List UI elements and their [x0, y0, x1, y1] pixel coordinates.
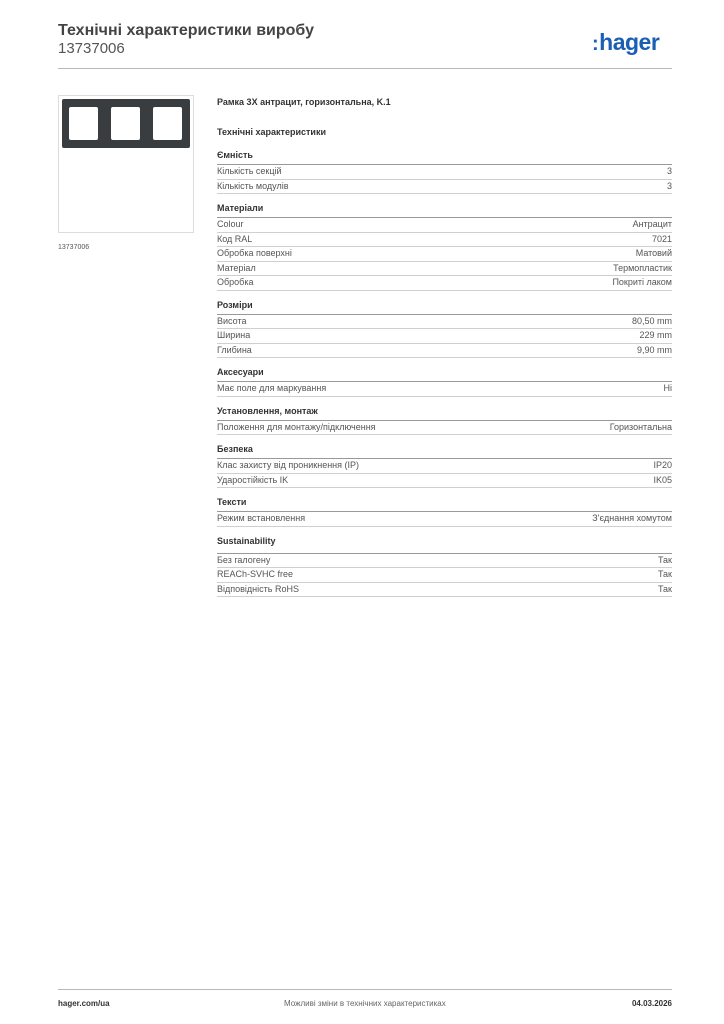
footer-disclaimer: Можливі зміни в технічних характеристиках: [284, 999, 446, 1008]
footer-divider: [58, 989, 672, 990]
frame-cell: [69, 107, 98, 140]
group-title-capacity: Ємність: [217, 150, 672, 165]
spec-label: Код RAL: [217, 233, 253, 244]
spec-value: Так: [657, 554, 672, 565]
spec-label: Обробка поверхні: [217, 248, 292, 258]
spec-row: [217, 233, 672, 248]
spec-row: [217, 247, 672, 262]
spec-row: [217, 583, 672, 598]
spec-value: Горизонтальна: [609, 421, 672, 432]
spec-value: З'єднання хомутом: [592, 513, 672, 523]
spec-value: Так: [657, 583, 672, 594]
group-title-safety: Безпека: [217, 444, 672, 459]
spec-value: Термопластик: [613, 262, 672, 273]
spec-row: [217, 315, 672, 330]
spec-value: Антрацит: [632, 219, 672, 229]
spec-label: Без галогену: [217, 554, 271, 565]
spec-label: Матеріал: [217, 262, 256, 273]
spec-section-title: Технічні характеристики: [217, 127, 326, 137]
product-name: Рамка 3Х антрацит, горизонтальна, K.1: [217, 97, 391, 107]
group-title-sustainability: Sustainability: [217, 536, 672, 554]
spec-label: Кількість секцій: [217, 166, 282, 176]
group-title-materials: Матеріали: [217, 203, 672, 218]
frame-3x-icon: [62, 99, 190, 148]
spec-label: Ширина: [217, 330, 251, 340]
spec-value: 3: [666, 180, 672, 191]
spec-row: [217, 382, 672, 397]
spec-content: [217, 97, 672, 597]
header-divider: [58, 68, 672, 69]
spec-row: [217, 512, 672, 527]
spec-row: [217, 554, 672, 569]
spec-value: 229 mm: [639, 330, 672, 340]
logo-colon-icon: :: [592, 33, 599, 55]
spec-label: Colour: [217, 219, 244, 229]
spec-value: 7021: [651, 233, 672, 244]
spec-row: [217, 344, 672, 359]
spec-value: Покриті лаком: [612, 277, 672, 287]
spec-label: Клас захисту від проникнення (IP): [217, 460, 360, 470]
image-caption: 13737006: [58, 244, 90, 251]
spec-value: Ні: [663, 383, 672, 393]
group-title-installation: Установлення, монтаж: [217, 406, 672, 421]
frame-cell: [153, 107, 182, 140]
spec-row: [217, 459, 672, 474]
spec-row: [217, 218, 672, 233]
group-title-texts: Тексти: [217, 497, 672, 512]
spec-label: Режим встановлення: [217, 513, 306, 523]
product-code: 13737006: [58, 40, 125, 57]
spec-row: [217, 421, 672, 436]
spec-value: 3: [666, 166, 672, 176]
group-title-dimensions: Розміри: [217, 300, 672, 315]
logo-text: hager: [599, 29, 660, 55]
spec-row: [217, 165, 672, 180]
spec-row: [217, 262, 672, 277]
spec-label: Має поле для маркування: [217, 383, 327, 393]
spec-value: Так: [657, 569, 672, 579]
spec-row: [217, 276, 672, 291]
hager-logo[interactable]: [592, 29, 659, 56]
spec-value: 80,50 mm: [631, 315, 672, 326]
footer-date: 04.03.2026: [631, 999, 672, 1008]
spec-row: [217, 180, 672, 195]
frame-cell: [111, 107, 140, 140]
spec-row: [217, 474, 672, 489]
spec-label: Глибина: [217, 344, 252, 355]
product-image: [58, 95, 194, 233]
spec-label: Положення для монтажу/підключення: [217, 421, 376, 432]
spec-value: 9,90 mm: [636, 344, 672, 355]
spec-value: Матовий: [635, 248, 672, 258]
spec-label: Обробка: [217, 277, 254, 287]
group-title-accessories: Аксесуари: [217, 367, 672, 382]
spec-value: IP20: [653, 460, 672, 470]
spec-label: Висота: [217, 315, 247, 326]
spec-label: Кількість модулів: [217, 180, 289, 191]
spec-label: Ударостійкість IK: [217, 474, 289, 485]
spec-value: IK05: [653, 474, 672, 485]
spec-row: [217, 329, 672, 344]
footer-website-link[interactable]: hager.com/ua: [58, 999, 110, 1008]
page-title: Технічні характеристики виробу: [58, 22, 314, 39]
spec-label: REACh-SVHC free: [217, 569, 294, 579]
spec-label: Відповідність RoHS: [217, 583, 299, 594]
spec-row: [217, 568, 672, 583]
